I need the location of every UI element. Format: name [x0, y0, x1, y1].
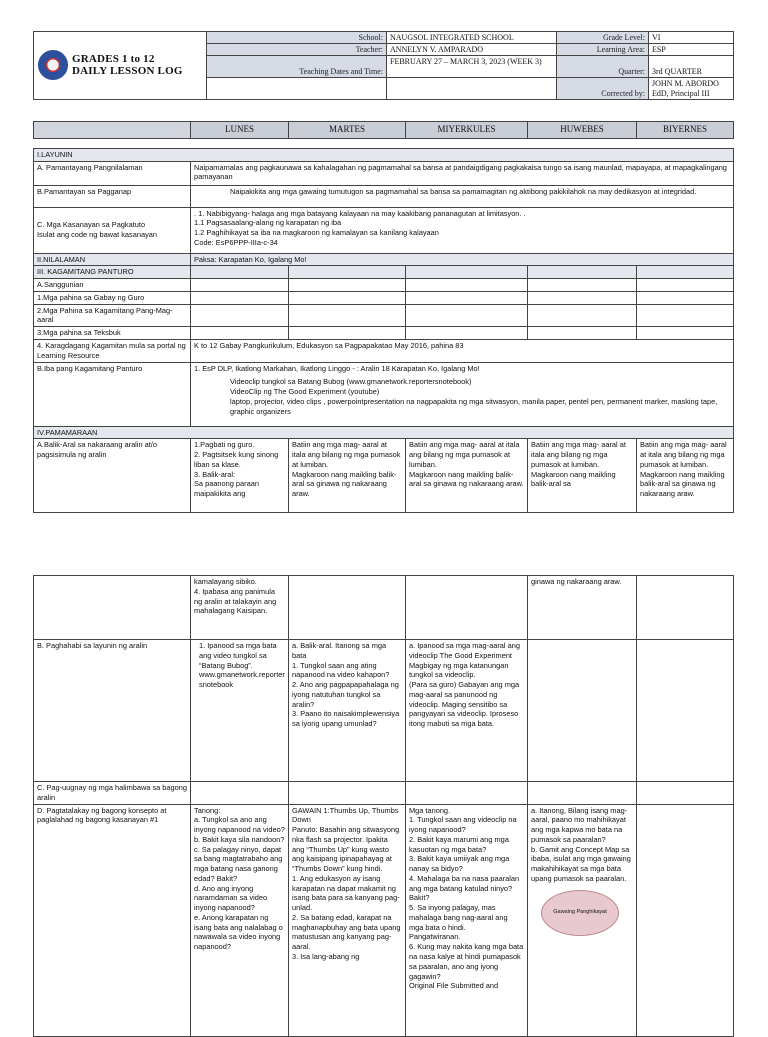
pamantayang-pangnilalaman-text: Naipamamalas ang pagkaunawa sa kahalagahan ng pagmamahal sa bansa at pandaigdigang pagkakaisa tungo sa isang maunlad, mapayapa, at mapagkalingang pamayanan [191, 161, 734, 185]
blank-cell [387, 78, 557, 99]
grade-label: Grade Level: [557, 32, 649, 44]
section-pamamaraan: IV.PAMAMARAAN [34, 426, 734, 439]
empty-cell [528, 640, 637, 782]
row-label-karagdagang: 4. Karagdagang Kagamitan mula sa portal ng Learning Resource [34, 340, 191, 363]
paghahabi-martes: a. Balik-aral. Itanong sa mga bata 1. Tungkol saan ang ating napanood na video kahapon? 2. Ano ang pagpapapahalaga ng iyong natutuhan tungkol sa aralin? 3. Paano ito naisakimplewensiya sa iyong upang umunlad? [289, 640, 406, 782]
lesson-table [33, 121, 734, 513]
empty-cell [637, 640, 734, 782]
empty-cell [289, 782, 406, 805]
empty-cell [406, 782, 528, 805]
row-label-iba-pang: B.Iba pang Kagamitang Panturo [34, 362, 191, 426]
dll-page-2 [0, 575, 768, 1024]
empty-cell [637, 576, 734, 640]
day-biyernes: BIYERNES [637, 122, 734, 139]
school-label: School: [207, 32, 387, 44]
iba-pang-text [191, 362, 734, 426]
row-label-teksbuk: 3.Mga pahina sa Teksbuk [34, 327, 191, 340]
empty-cell [191, 266, 289, 279]
brand-line-1: GRADES 1 to 12 [72, 53, 155, 66]
balik-aral-biyernes: Batiin ang mga mag- aaral at itala ang bilang ng mga pumasok at lumiban. Magkaroon nang maikling balik-aral sa ginawa ng nakaraang araw. [637, 439, 734, 513]
empty-cell [528, 266, 637, 279]
empty-cell [406, 266, 528, 279]
empty-cell [637, 291, 734, 304]
kasanayan-text: . 1. Nabibigyang- halaga ang mga batayang kalayaan na may kaakibang pananagutan at limitasyon. . 1.1 Pagsasaalang-alang ng karapatan ng iba 1.2 Paghihikayat sa iba na magkaroon ng kamalayan sa kanilang kalayaan Code: EsP6PPP-IIIa-c-34 [191, 207, 734, 253]
teacher-value: ANNELYN V. AMPARADO [387, 44, 557, 56]
day-lunes: LUNES [191, 122, 289, 139]
area-value: ESP [649, 44, 734, 56]
spacer [34, 138, 734, 148]
balik-aral-lunes-cont: kamalayang sibiko. 4. Ipabasa ang panimula ng aralin at talakayin ang mahalagang Kaisipan. [191, 576, 289, 640]
grade-value: VI [649, 32, 734, 44]
logo-cell [34, 32, 207, 100]
row-label-pagtatalakay: D. Pagtatalakay ng bagong konsepto at paglalahad ng bagong kasanayan #1 [34, 804, 191, 1036]
day-huwebes: HUWEBES [528, 122, 637, 139]
empty-cell [406, 279, 528, 292]
balik-aral-lunes: 1.Pagbati ng guro. 2. Pagtsitsek kung sinong liban sa klase. 3. Balik-aral: Sa paanong paraan maipakikita ang [191, 439, 289, 513]
brand-line-2: DAILY LESSON LOG [72, 65, 183, 78]
corrected-value: JOHN M. ABORDO EdD, Principal III [649, 78, 734, 99]
pagtatalakay-miyerkules: Mga tanong. 1. Tungkol saan ang videoclip na iyong napanood? 2. Bakit kaya marumi ang mga kasuotan ng mga bata? 3. Bakit kaya umiiyak ang mga nanay sa bidyo? 4. Mahalaga ba na nasa paaralan ang mga batang katulad ninyo? Bakit? 5. Sa inyong palagay, mas mahalaga bang nag-aaral ang mga bata o hindi. Pangatwiranan. 6. Kung may nakita kang mga bata na nasa kalye at hindi pumapasok sa paaralan, ano ang iyong gagawin? Original File Submitted and [406, 804, 528, 1036]
row-label-kagamitang-pang: 2.Mga Pahina sa Kagamitang Pang-Mag-aaral [34, 304, 191, 327]
lesson-table-continued [33, 575, 734, 1037]
quarter-label: Quarter: [557, 56, 649, 78]
balik-aral-huwebes-cont: ginawa ng nakaraang araw. [528, 576, 637, 640]
day-martes: MARTES [289, 122, 406, 139]
iba-item-1: 1. EsP DLP, Ikatlong Markahan, Ikatlong Linggo - : Aralin 18 Karapatan Ko, Igalang Mo! [194, 363, 480, 373]
paghahabi-lunes: 1. Ipanood sa mga bata ang video tungkol sa “Batang Bubog”. www.gmanetwork.reportersnotebook [191, 640, 289, 782]
header-table [33, 31, 734, 100]
pagtatalakay-lunes: Tanong: a. Tungkol sa ano ang inyong napanood na video? b. Bakit kaya sila nandoon? c. Sa palagay ninyo, dapat sa bang magtatrabaho ang mga batang nasa ganong edad? Bakit? d. Ano ang inyong naramdaman sa video inyong napanood? e. Anong karapatan ng isang bata ang nalalabag o nawawala sa video inyong napanood? [191, 804, 289, 1036]
empty-cell [528, 782, 637, 805]
empty-cell [406, 304, 528, 327]
section-layunin: I.LAYUNIN [34, 148, 734, 161]
empty-cell [406, 327, 528, 340]
row-label-sanggunian: A.Sanggunian [34, 279, 191, 292]
concept-map-circle: Gawaing Panghikayat [541, 890, 619, 936]
iba-item-3: VideoClip ng The Good Experiment (youtube) [230, 387, 380, 397]
area-label: Learning Area: [557, 44, 649, 56]
karagdagang-text: K to 12 Gabay Pangkurikulum, Edukasyon sa Pagpapakatao May 2016, pahina 83 [191, 340, 734, 363]
row-label-pag-uugnay: C. Pag-uugnay ng mga halimbawa sa bagong aralin [34, 782, 191, 805]
pagtatalakay-huwebes-text: a. Itanong, Bilang isang mag-aaral, paano mo mahihikayat ang mga kapwa mo bata na pumasok sa paaralan? b. Gamit ang Concept Map sa ibaba, isulat ang mga gawaing makahihikayat sa mga bata upang pumasok sa paaralan. [531, 805, 631, 883]
pagtatalakay-martes: GAWAIN 1:Thumbs Up, Thumbs Down Panuto: Basahin ang sitwasyong nka flash sa projector. Ipakita ang “Thumbs Up” kung wasto ang kaisipang ipinapahayag at “Thumbs Down” kung hindi. 1. Ang edukasyon ay isang karapatan na dapat makamit ng isang bata para sa kanyang pag-unlad. 2. Sa batang edad, karapat na maghanapbuhay ang bata upang matustusan ang kanyang pag-aaral. 3. Isa lang-abang ng [289, 804, 406, 1036]
empty-cell [191, 304, 289, 327]
quarter-value: 3rd QUARTER [649, 56, 734, 78]
teacher-label: Teacher: [207, 44, 387, 56]
dates-value: FEBRUARY 27 – MARCH 3, 2023 (WEEK 3) [387, 56, 557, 78]
day-miyerkules: MIYERKULES [406, 122, 528, 139]
empty-cell [289, 279, 406, 292]
row-label-gabay-guro: 1.Mga pahina sa Gabay ng Guro [34, 291, 191, 304]
section-nilalaman: II.NILALAMAN [34, 253, 191, 266]
pamantayan-pagganap-text: Naipakikita ang mga gawaing tumutugon sa pagmamahal sa bansa sa pamamagitan ng aktibong pakikilahok na may dedikasyon at integridad. [191, 185, 734, 207]
empty-cell [528, 304, 637, 327]
empty-cell [289, 576, 406, 640]
empty-cell [289, 304, 406, 327]
section-kagamitan: III. KAGAMITANG PANTURO [34, 266, 191, 279]
paghahabi-miyerkules: a. Ipanood sa mga mag-aaral ang videoclip The Good Experiment Magbigay ng mga katanungan tungkol sa videoclip. (Para sa guro) Gabayan ang mga mag-aaral sa panunood ng videoclip. Maging sensitibo sa pangyayari sa videoclip. Iproseso itong mabuti sa mga bata. [406, 640, 528, 782]
empty-cell [191, 782, 289, 805]
empty-cell [637, 782, 734, 805]
balik-aral-huwebes: Batiin ang mga mag- aaral at itala ang bilang ng mga pumasok at lumiban. Magkaroon nang maikling balik-aral sa [528, 439, 637, 513]
brand-title [72, 53, 183, 77]
empty-cell [191, 291, 289, 304]
empty-cell [289, 291, 406, 304]
empty-cell [528, 279, 637, 292]
empty-cell [637, 266, 734, 279]
row-label-paghahabi: B. Paghahabi sa layunin ng aralin [34, 640, 191, 782]
empty-cell [637, 279, 734, 292]
blank-cell [207, 78, 387, 99]
nilalaman-text: Paksa: Karapatan Ko, Igalang Mo! [191, 253, 734, 266]
row-label-pamantayan-pagganap: B.Pamantayan sa Pagganap [34, 185, 191, 207]
empty-cell [637, 804, 734, 1036]
empty-cell [637, 327, 734, 340]
empty-cell [406, 291, 528, 304]
pagtatalakay-huwebes [528, 804, 637, 1036]
row-label-pamantayang-pangnilalaman: A. Pamantayang Pangnilalaman [34, 161, 191, 185]
empty-cell [191, 279, 289, 292]
days-row [34, 122, 734, 139]
dates-label: Teaching Dates and Time: [207, 56, 387, 78]
iba-item-2: Videoclip tungkol sa Batang Bubog (www.gmanetwork.reportersnotebook) [230, 377, 472, 387]
empty-cell [406, 576, 528, 640]
deped-seal [38, 50, 68, 80]
school-value: NAUGSOL INTEGRATED SCHOOL [387, 32, 557, 44]
balik-aral-miyerkules: Batiin ang mga mag- aaral at itala ang bilang ng mga pumasok at lumiban. Magkaroon nang maikling balik-aral sa ginawa ng nakaraang araw. [406, 439, 528, 513]
empty-cell [289, 327, 406, 340]
days-corner [34, 122, 191, 139]
row-label-balik-aral: A.Balik-Aral sa nakaraang aralin at/o pagsisimula ng aralin [34, 439, 191, 513]
empty-cell [528, 327, 637, 340]
empty-cell [191, 327, 289, 340]
iba-item-4: laptop, projector, video clips , powerpointpresentation na nagpapakita ng mga sitwasyon, manila paper, pentel pen, permanent marker, masking tape, graphic organizers [230, 396, 718, 416]
empty-cell [528, 291, 637, 304]
corrected-label: Corrected by: [557, 78, 649, 99]
empty-cell [637, 304, 734, 327]
row-label-kasanayan: C. Mga Kasanayan sa Pagkatuto Isulat ang code ng bawat kasanayan [34, 207, 191, 253]
empty-cell [289, 266, 406, 279]
empty-cell [34, 576, 191, 640]
balik-aral-martes: Batiin ang mga mag- aaral at itala ang bilang ng mga pumasok at lumiban. Magkaroon nang maikling balik-aral sa ginawa ng nakaraang araw. [289, 439, 406, 513]
